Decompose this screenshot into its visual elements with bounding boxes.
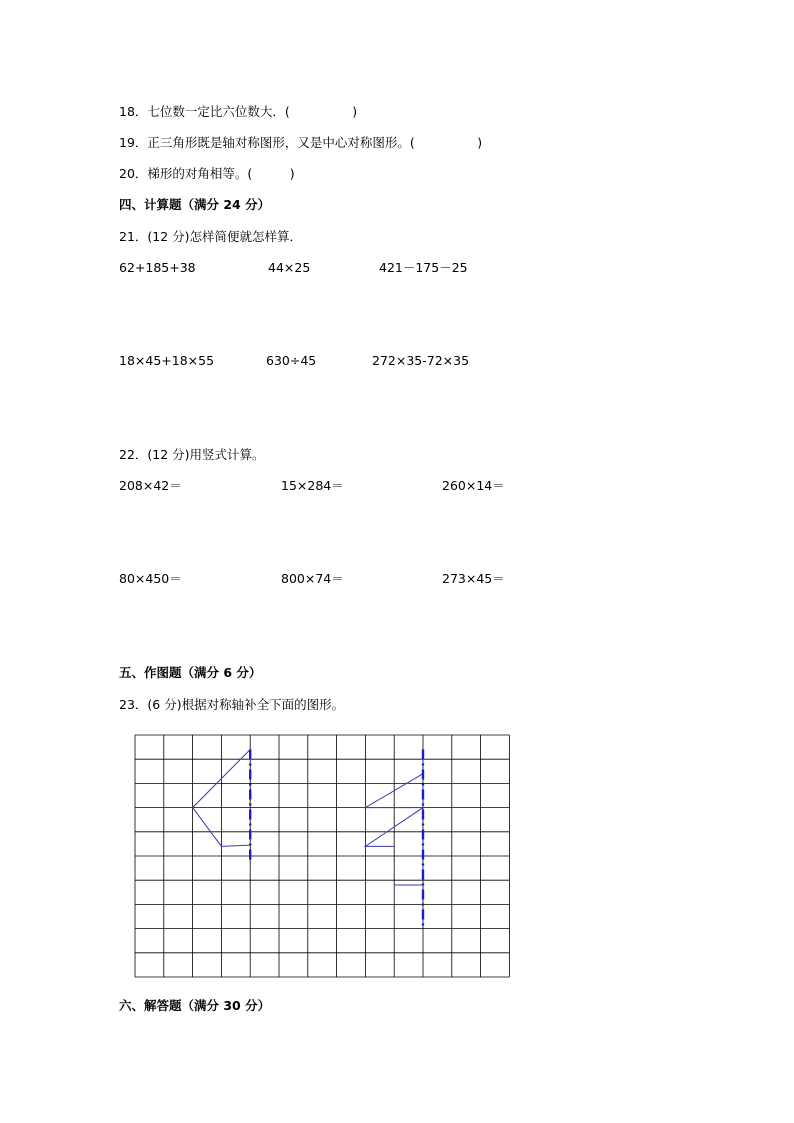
- grid-lines: [135, 735, 509, 977]
- question-19: 19．正三角形既是轴对称图形，又是中心对称图形。( ): [119, 135, 483, 150]
- q21-item: 272×35-72×35: [372, 353, 470, 368]
- q22-item: 273×45＝: [442, 571, 505, 586]
- section-6-title: 六、解答题（满分 30 分）: [119, 998, 271, 1013]
- question-20: 20．梯形的对角相等。( ): [119, 166, 295, 181]
- q21-item: 44×25: [268, 260, 311, 275]
- question-18: 18．七位数一定比六位数大．( ): [119, 104, 358, 119]
- question-21: 21．(12 分)怎样简便就怎样算．: [119, 229, 303, 244]
- q22-item: 15×284＝: [281, 478, 344, 493]
- section-5-title: 五、作图题（满分 6 分）: [119, 665, 262, 680]
- q21-item: 18×45+18×55: [119, 353, 215, 368]
- q21-item: 630÷45: [266, 353, 317, 368]
- question-22: 22．(12 分)用竖式计算。: [119, 447, 265, 462]
- q22-item: 800×74＝: [281, 571, 344, 586]
- q21-item: 62+185+38: [119, 260, 196, 275]
- q21-item: 421－175－25: [379, 260, 468, 275]
- section-4-title: 四、计算题（满分 24 分）: [119, 197, 271, 212]
- q22-item: 208×42＝: [119, 478, 182, 493]
- question-23: 23．(6 分)根据对称轴补全下面的图形。: [119, 697, 345, 712]
- q22-item: 260×14＝: [442, 478, 505, 493]
- q22-item: 80×450＝: [119, 571, 182, 586]
